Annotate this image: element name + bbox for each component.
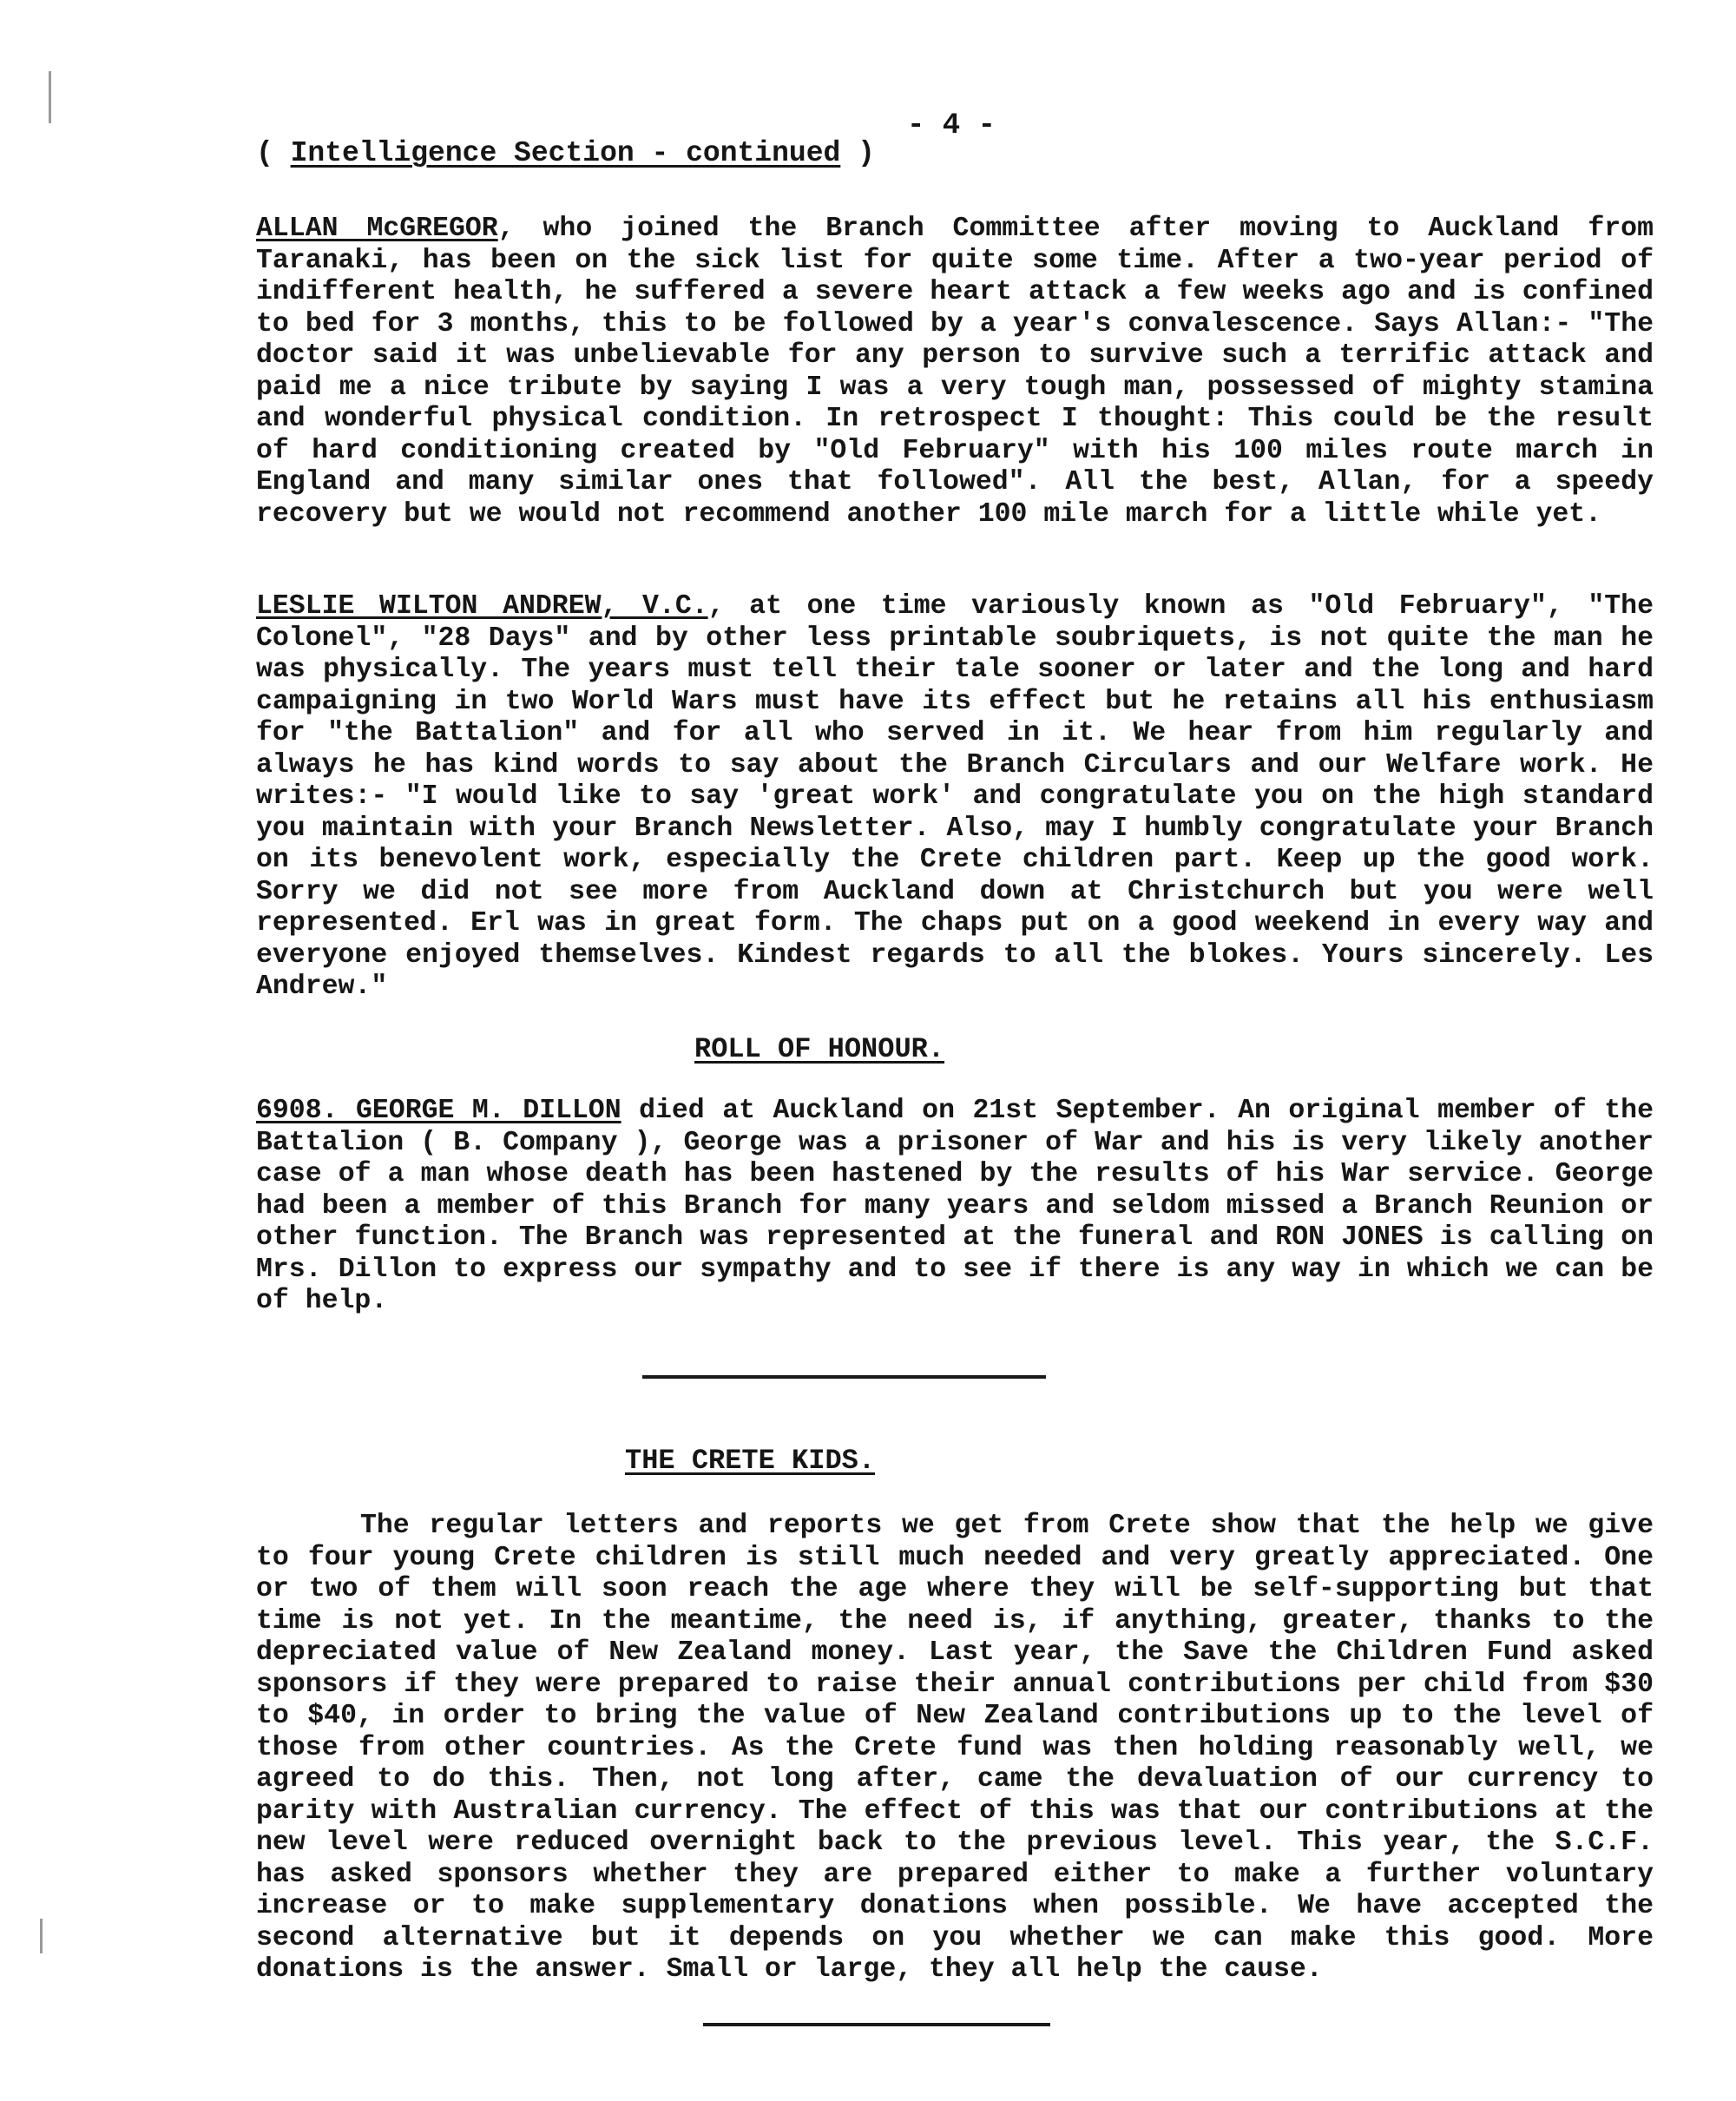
roll-of-honour-heading: ROLL OF HONOUR.: [694, 1033, 945, 1065]
dillon-paragraph: [256, 1096, 1654, 1318]
andrew-paragraph: [256, 591, 1654, 1004]
close-paren: ): [840, 137, 875, 169]
mcgregor-text: , who joined the Branch Committee after moving to Auckland from Taranaki, has been on the sick list for quite some time. After a two-year period of indifferent health, he suffered a severe heart attack a few weeks ago and is confined to bed for 3 months, this to be followed by a year's convalescence. Says Allan:- "The doctor said it was unbelievable for any person to survive such a terrific attack and paid me a nice tribute by saying I was a very tough man, possessed of mighty stamina and wonderful physical condition. In retrospect I thought: This could be the result of hard conditioning created by "Old February" with his 100 miles route march in England and many similar ones that followed". All the best, Allan, for a speedy recovery but we would not recommend another 100 mile march for a little while yet.: [256, 214, 1654, 530]
crete-kids-heading: THE CRETE KIDS.: [625, 1445, 876, 1477]
mcgregor-paragraph: [256, 214, 1654, 530]
section-heading-text: Intelligence Section - continued: [290, 137, 841, 169]
scan-margin-mark: [40, 1919, 43, 1953]
crete-paragraph: [256, 1511, 1654, 1986]
section-heading: [256, 137, 875, 169]
open-paren: (: [256, 137, 291, 169]
andrew-text: , at one time variously known as "Old February", "The Colonel", "28 Days" and by other less printable soubriquets, is not quite the man he was physically. The years must tell their tale sooner or later and the long and hard campaigning in two World Wars must have its effect but he retains all his enthusiasm for "the Battalion" and for all who served in it. We hear from him regularly and always he has kind words to say about the Branch Circulars and our Welfare work. He writes:- "I would like to say 'great work' and congratulate you on the high standard you maintain with your Branch Newsletter. Also, may I humbly congratulate your Branch on its benevolent work, especially the Crete children part. Keep up the good work. Sorry we did not see more from Auckland down at Christchurch but you were well represented. Erl was in great form. The chaps put on a good weekend in every way and everyone enjoyed themselves. Kindest regards to all the blokes. Yours sincerely. Les Andrew.": [256, 591, 1654, 1002]
page-number: - 4 -: [907, 109, 996, 142]
andrew-name: LESLIE WILTON ANDREW, V.C.: [256, 591, 708, 622]
end-divider: [703, 2023, 1050, 2026]
mcgregor-name: ALLAN McGREGOR: [256, 214, 498, 244]
scan-margin-mark: [49, 71, 51, 123]
dillon-text: died at Auckland on 21st September. An original member of the Battalion ( B. Company ), George was a prisoner of War and his is very likely another case of a man whose death has been hastened by the results of his War service. George had been a member of this Branch for many years and seldom missed a Branch Reunion or other function. The Branch was represented at the funeral and RON JONES is calling on Mrs. Dillon to express our sympathy and to see if there is any way in which we can be of help.: [256, 1096, 1654, 1316]
crete-text: The regular letters and reports we get from Crete show that the help we give to four young Crete children is still much needed and very greatly appreciated. One or two of them will soon reach the age where they will be self-supporting but that time is not yet. In the meantime, the need is, if anything, greater, thanks to the depreciated value of New Zealand money. Last year, the Save the Children Fund asked sponsors if they were prepared to raise their annual contributions per child from $30 to $40, in order to bring the value of New Zealand contributions up to the level of those from other countries. As the Crete fund was then holding reasonably well, we agreed to do this. Then, not long after, came the devaluation of our currency to parity with Australian currency. The effect of this was that our contributions at the new level were reduced overnight back to the previous level. This year, the S.C.F. has asked sponsors whether they are prepared either to make a further voluntary increase or to make supplementary donations when possible. We have accepted the second alternative but it depends on you whether we can make this good. More donations is the answer. Small or large, they all help the cause.: [256, 1511, 1654, 1985]
dillon-name: 6908. GEORGE M. DILLON: [256, 1096, 621, 1126]
section-divider: [642, 1375, 1046, 1379]
